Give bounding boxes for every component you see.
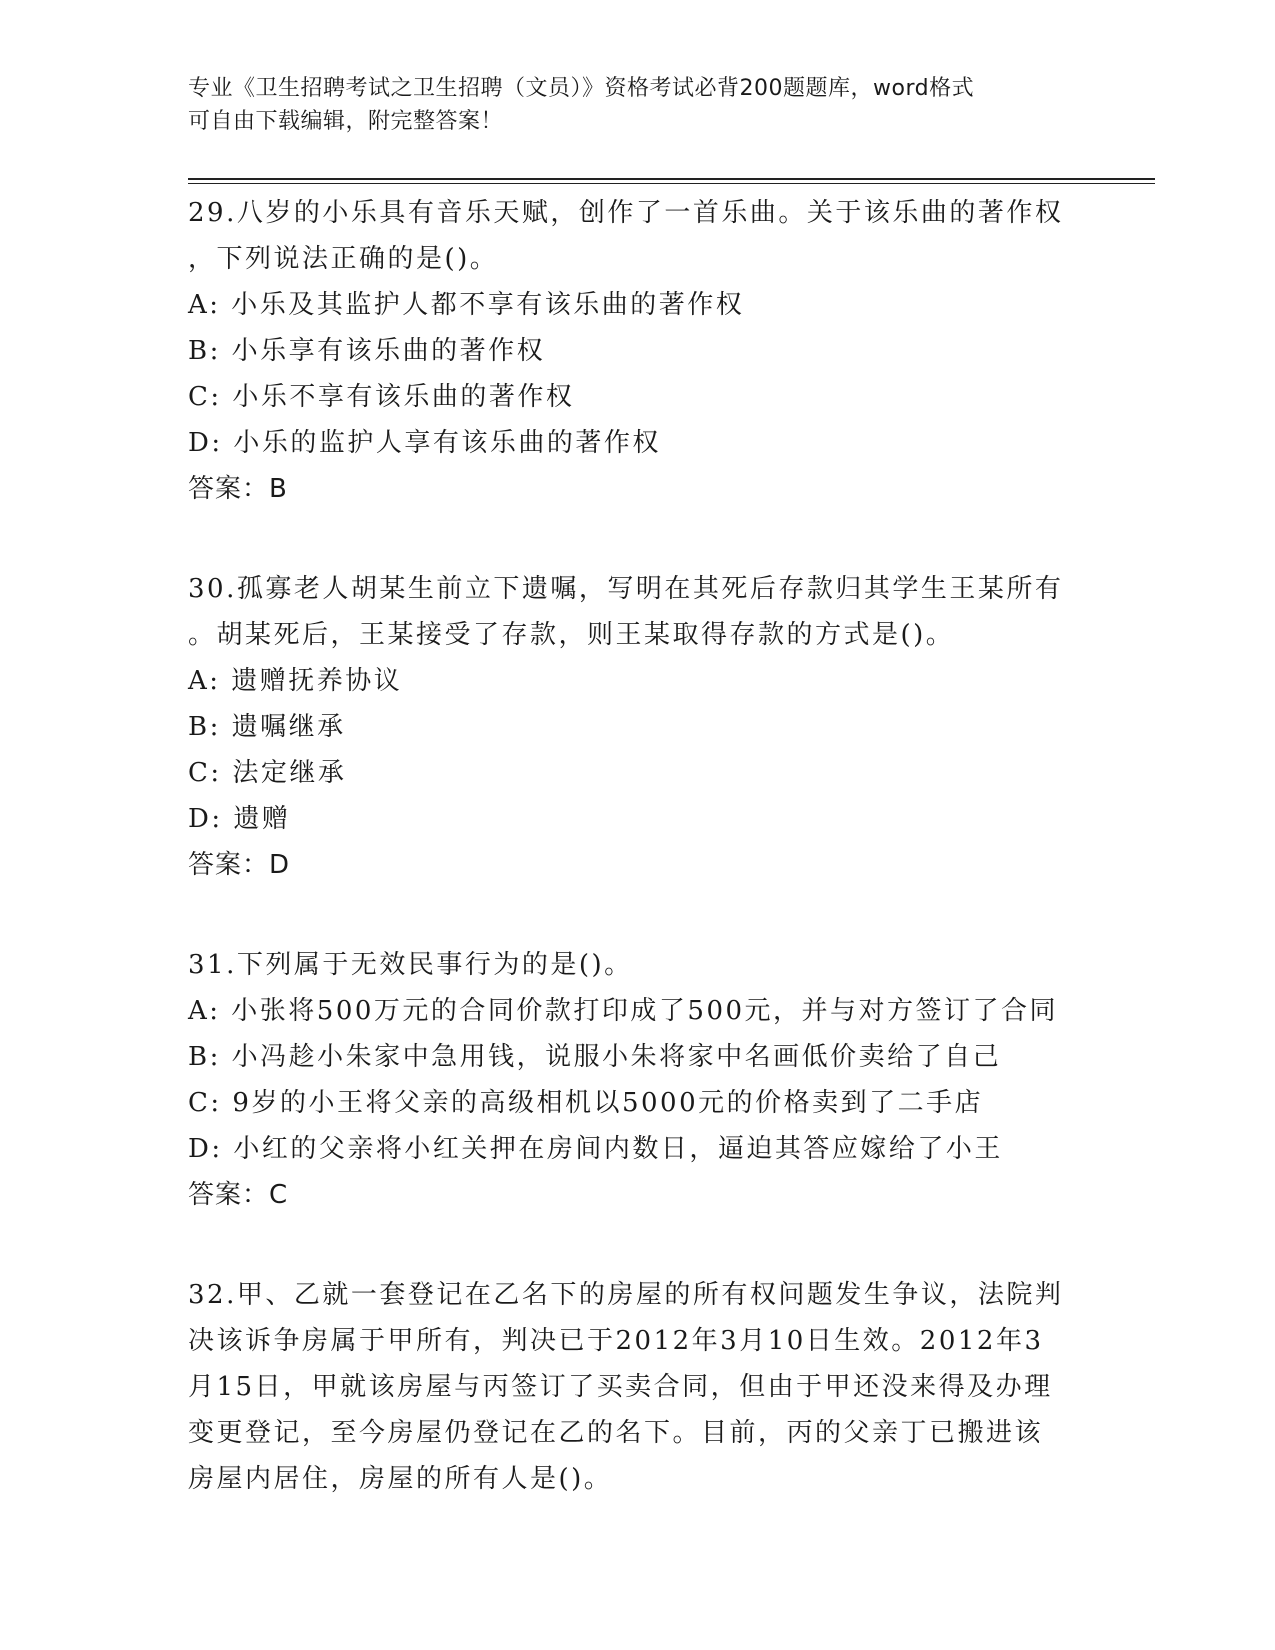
question-spacer <box>188 1218 1088 1272</box>
question-stem-line: 房屋内居住，房屋的所有人是()。 <box>188 1464 613 1494</box>
question-stem-line: 决该诉争房属于甲所有，判决已于2012年3月10日生效。2012年3 <box>188 1326 1044 1356</box>
document-header <box>188 72 1088 138</box>
option-b: B: 遗嘱继承 <box>188 712 346 742</box>
answer-label: 答案：D <box>188 850 291 880</box>
question-spacer <box>188 512 1088 566</box>
option-d: D: 遗赠 <box>188 804 291 834</box>
question-stem-line: ，下列说法正确的是()。 <box>188 244 499 274</box>
header-line-2: 可自由下载编辑，附完整答案！ <box>188 109 504 134</box>
question-32 <box>188 1272 1088 1502</box>
question-spacer <box>188 888 1088 942</box>
question-stem-line: 29.八岁的小乐具有音乐天赋，创作了一首乐曲。关于该乐曲的著作权 <box>188 198 1064 228</box>
question-stem-line: 月15日，甲就该房屋与丙签订了买卖合同，但由于甲还没来得及办理 <box>188 1372 1053 1402</box>
question-31 <box>188 942 1088 1218</box>
option-c: C: 小乐不享有该乐曲的著作权 <box>188 382 575 412</box>
question-stem-line: 31.下列属于无效民事行为的是()。 <box>188 950 633 980</box>
option-b: B: 小乐享有该乐曲的著作权 <box>188 336 546 366</box>
answer-label: 答案：B <box>188 474 288 504</box>
header-rule-thin <box>188 183 1155 184</box>
question-stem-line: 变更登记，至今房屋仍登记在乙的名下。目前，丙的父亲丁已搬进该 <box>188 1418 1044 1448</box>
question-stem-line: 32.甲、乙就一套登记在乙名下的房屋的所有权问题发生争议，法院判 <box>188 1280 1064 1310</box>
question-stem-line: 。胡某死后，王某接受了存款，则王某取得存款的方式是()。 <box>188 620 955 650</box>
question-stem-line: 30.孤寡老人胡某生前立下遗嘱，写明在其死后存款归其学生王某所有 <box>188 574 1064 604</box>
header-line-1: 专业《卫生招聘考试之卫生招聘（文员）》资格考试必背200题题库，word格式 <box>188 76 975 101</box>
option-d: D: 小红的父亲将小红关押在房间内数日，逼迫其答应嫁给了小王 <box>188 1134 1003 1164</box>
option-a: A: 小张将500万元的合同价款打印成了500元，并与对方签订了合同 <box>188 996 1059 1026</box>
option-c: C: 9岁的小王将父亲的高级相机以5000元的价格卖到了二手店 <box>188 1088 984 1118</box>
answer-label: 答案：C <box>188 1180 289 1210</box>
option-b: B: 小冯趁小朱家中急用钱，说服小朱将家中名画低价卖给了自己 <box>188 1042 1002 1072</box>
option-d: D: 小乐的监护人享有该乐曲的著作权 <box>188 428 661 458</box>
header-rule-thick <box>188 178 1155 180</box>
option-c: C: 法定继承 <box>188 758 347 788</box>
option-a: A: 小乐及其监护人都不享有该乐曲的著作权 <box>188 290 745 320</box>
question-30 <box>188 566 1088 888</box>
question-29 <box>188 190 1088 512</box>
option-a: A: 遗赠抚养协议 <box>188 666 403 696</box>
question-list <box>188 190 1088 1502</box>
